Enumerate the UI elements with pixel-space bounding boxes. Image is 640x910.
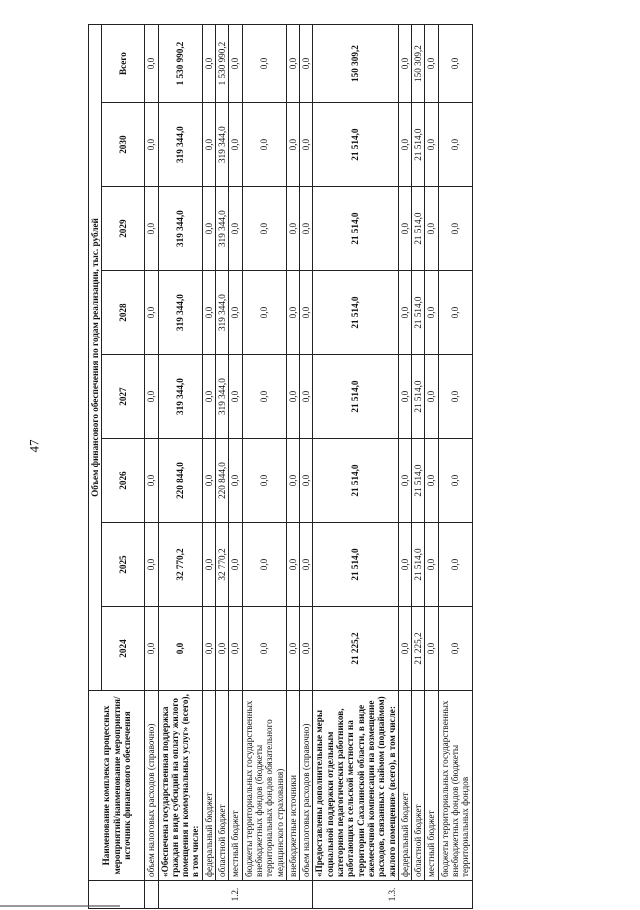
year-header-1: 2025 — [102, 523, 145, 607]
row-label: внебюджетные источники — [286, 691, 299, 881]
value-cell: 21 514,0 — [412, 187, 425, 271]
table-row — [425, 25, 438, 909]
value-cell: 21 514,0 — [313, 187, 398, 271]
year-header-2: 2026 — [102, 439, 145, 523]
value-cell: 0,0 — [202, 439, 215, 523]
value-cell: 0,0 — [242, 439, 286, 523]
value-cell: 0,0 — [438, 607, 472, 691]
value-cell: 0,0 — [425, 187, 438, 271]
value-cell: 0,0 — [438, 523, 472, 607]
value-cell: 220 844,0 — [158, 439, 202, 523]
value-cell: 0,0 — [438, 103, 472, 187]
row-label: местный бюджет — [425, 691, 438, 881]
table-row — [216, 25, 229, 909]
value-cell: 0,0 — [202, 103, 215, 187]
value-cell: 0,0 — [145, 439, 158, 523]
financing-group-header: Объем финансового обеспечения по годам реализации, тыс. рублей — [89, 25, 102, 691]
value-cell: 21 514,0 — [313, 271, 398, 355]
value-cell: 0,0 — [286, 607, 299, 691]
value-cell: 319 344,0 — [216, 187, 229, 271]
value-cell: 21 514,0 — [313, 439, 398, 523]
year-header-5: 2029 — [102, 187, 145, 271]
value-cell: 220 844,0 — [216, 439, 229, 523]
value-cell: 0,0 — [398, 607, 411, 691]
value-cell: 0,0 — [229, 439, 242, 523]
row-label: областной бюджет — [412, 691, 425, 881]
table-row — [202, 25, 215, 909]
value-cell: 319 344,0 — [216, 355, 229, 439]
year-header-3: 2027 — [102, 355, 145, 439]
value-cell: 0,0 — [202, 355, 215, 439]
value-cell: 0,0 — [398, 187, 411, 271]
row-label: объем налоговых расходов (справочно) — [300, 691, 313, 881]
value-cell: 0,0 — [300, 187, 313, 271]
value-cell: 0,0 — [398, 103, 411, 187]
value-cell: 0,0 — [438, 439, 472, 523]
value-cell: 0,0 — [202, 187, 215, 271]
value-cell: 0,0 — [242, 103, 286, 187]
row-label: объем налоговых расходов (справочно) — [145, 691, 158, 881]
row-label: бюджеты территориальных государственных внебюджетных фондов (бюджеты территориальных фондов — [438, 691, 472, 881]
value-cell: 0,0 — [425, 355, 438, 439]
value-cell: 21 514,0 — [313, 103, 398, 187]
value-cell: 0,0 — [398, 439, 411, 523]
scan-artifact — [0, 905, 120, 907]
value-cell: 319 344,0 — [158, 271, 202, 355]
value-cell: 0,0 — [398, 25, 411, 103]
value-cell: 0,0 — [300, 355, 313, 439]
value-cell: 21 514,0 — [412, 271, 425, 355]
value-cell: 0,0 — [202, 607, 215, 691]
value-cell: 0,0 — [398, 271, 411, 355]
value-cell: 0,0 — [242, 523, 286, 607]
value-cell: 0,0 — [242, 607, 286, 691]
row-label: областной бюджет — [216, 691, 229, 881]
value-cell: 0,0 — [242, 355, 286, 439]
value-cell: 0,0 — [202, 25, 215, 103]
row-label: «Обеспечена государственная поддержка граждан в виде субсидий на оплату жилого помещения и коммунальных услуг» (всего), в том числе: — [158, 691, 202, 881]
value-cell: 0,0 — [438, 271, 472, 355]
value-cell: 0,0 — [438, 187, 472, 271]
value-cell: 1 530 990,2 — [216, 25, 229, 103]
value-cell: 0,0 — [145, 25, 158, 103]
value-cell: 0,0 — [286, 355, 299, 439]
year-header-0: 2024 — [102, 607, 145, 691]
value-cell: 32 770,2 — [216, 523, 229, 607]
row-label: федеральный бюджет — [398, 691, 411, 881]
value-cell: 0,0 — [300, 439, 313, 523]
value-cell: 0,0 — [425, 103, 438, 187]
value-cell: 0,0 — [145, 187, 158, 271]
year-header-6: 2030 — [102, 103, 145, 187]
table-body — [145, 25, 472, 909]
value-cell: 0,0 — [300, 271, 313, 355]
value-cell: 0,0 — [145, 271, 158, 355]
value-cell: 0,0 — [286, 25, 299, 103]
table-row — [145, 25, 158, 909]
value-cell: 0,0 — [202, 271, 215, 355]
page-number: 47 — [26, 439, 42, 453]
value-cell: 32 770,2 — [158, 523, 202, 607]
value-cell: 21 514,0 — [412, 439, 425, 523]
value-cell: 0,0 — [398, 523, 411, 607]
row-label: «Предоставлены дополнительные меры социальной поддержки отдельным категориям педагогических работников, работающих в сельской местности на территории Сахалинской области, в виде ежемесячной компенсации на возмещение расходов, связанных с наймом (поднаймом) жилого помещения» (всего), в том числе: — [313, 691, 398, 881]
value-cell: 319 344,0 — [158, 187, 202, 271]
value-cell: 0,0 — [425, 271, 438, 355]
value-cell: 21 514,0 — [313, 523, 398, 607]
value-cell: 0,0 — [242, 271, 286, 355]
value-cell: 0,0 — [229, 523, 242, 607]
value-cell: 0,0 — [145, 103, 158, 187]
value-cell: 0,0 — [438, 25, 472, 103]
value-cell: 21 514,0 — [412, 523, 425, 607]
value-cell: 319 344,0 — [216, 271, 229, 355]
row-index: 1.3. — [313, 881, 472, 909]
row-label: бюджеты территориальных государственных внебюджетных фондов (бюджеты территориальных фондов обязательного медицинского страхования) — [242, 691, 286, 881]
row-label: федеральный бюджет — [202, 691, 215, 881]
value-cell: 0,0 — [300, 103, 313, 187]
value-cell: 0,0 — [229, 607, 242, 691]
value-cell: 21 225,2 — [412, 607, 425, 691]
value-cell: 0,0 — [300, 607, 313, 691]
row-label: местный бюджет — [229, 691, 242, 881]
value-cell: 1 530 990,2 — [158, 25, 202, 103]
value-cell: 0,0 — [425, 607, 438, 691]
finance-table-container — [88, 24, 640, 909]
financing-table — [88, 24, 473, 909]
value-cell: 0,0 — [286, 523, 299, 607]
table-row — [158, 25, 202, 909]
value-cell: 0,0 — [300, 25, 313, 103]
table-row — [398, 25, 411, 909]
value-cell: 0,0 — [145, 355, 158, 439]
name-column-header: Наименование комплекса процессных мероприятий/наименование мероприятия/ источник финансового обеспечения — [89, 691, 145, 881]
table-row — [438, 25, 472, 909]
value-cell: 150 309,2 — [313, 25, 398, 103]
table-row — [229, 25, 242, 909]
value-cell: 21 514,0 — [313, 355, 398, 439]
row-index: 1.2. — [158, 881, 313, 909]
value-cell: 0,0 — [145, 523, 158, 607]
value-cell: 0,0 — [425, 25, 438, 103]
value-cell: 319 344,0 — [158, 355, 202, 439]
table-row — [300, 25, 313, 909]
value-cell: 0,0 — [242, 25, 286, 103]
year-header-4: 2028 — [102, 271, 145, 355]
value-cell: 319 344,0 — [216, 103, 229, 187]
year-header-7: Всего — [102, 25, 145, 103]
value-cell: 0,0 — [425, 523, 438, 607]
value-cell: 0,0 — [229, 355, 242, 439]
value-cell: 0,0 — [425, 439, 438, 523]
row-index — [145, 881, 158, 909]
value-cell: 0,0 — [242, 187, 286, 271]
value-cell: 0,0 — [286, 103, 299, 187]
value-cell: 0,0 — [438, 355, 472, 439]
value-cell: 0,0 — [145, 607, 158, 691]
value-cell: 21 225,2 — [313, 607, 398, 691]
value-cell: 0,0 — [286, 439, 299, 523]
value-cell: 0,0 — [286, 187, 299, 271]
value-cell: 0,0 — [229, 271, 242, 355]
value-cell: 0,0 — [158, 607, 202, 691]
value-cell: 0,0 — [202, 523, 215, 607]
value-cell: 0,0 — [229, 25, 242, 103]
value-cell: 0,0 — [216, 607, 229, 691]
value-cell: 150 309,2 — [412, 25, 425, 103]
table-header — [89, 25, 145, 909]
value-cell: 0,0 — [229, 103, 242, 187]
rotated-table-region — [88, 24, 640, 909]
value-cell: 0,0 — [286, 271, 299, 355]
value-cell: 21 514,0 — [412, 103, 425, 187]
value-cell: 0,0 — [229, 187, 242, 271]
value-cell: 319 344,0 — [158, 103, 202, 187]
value-cell: 21 514,0 — [412, 355, 425, 439]
table-row — [313, 25, 398, 909]
value-cell: 0,0 — [398, 355, 411, 439]
table-row — [286, 25, 299, 909]
table-row — [242, 25, 286, 909]
table-row — [412, 25, 425, 909]
value-cell: 0,0 — [300, 523, 313, 607]
